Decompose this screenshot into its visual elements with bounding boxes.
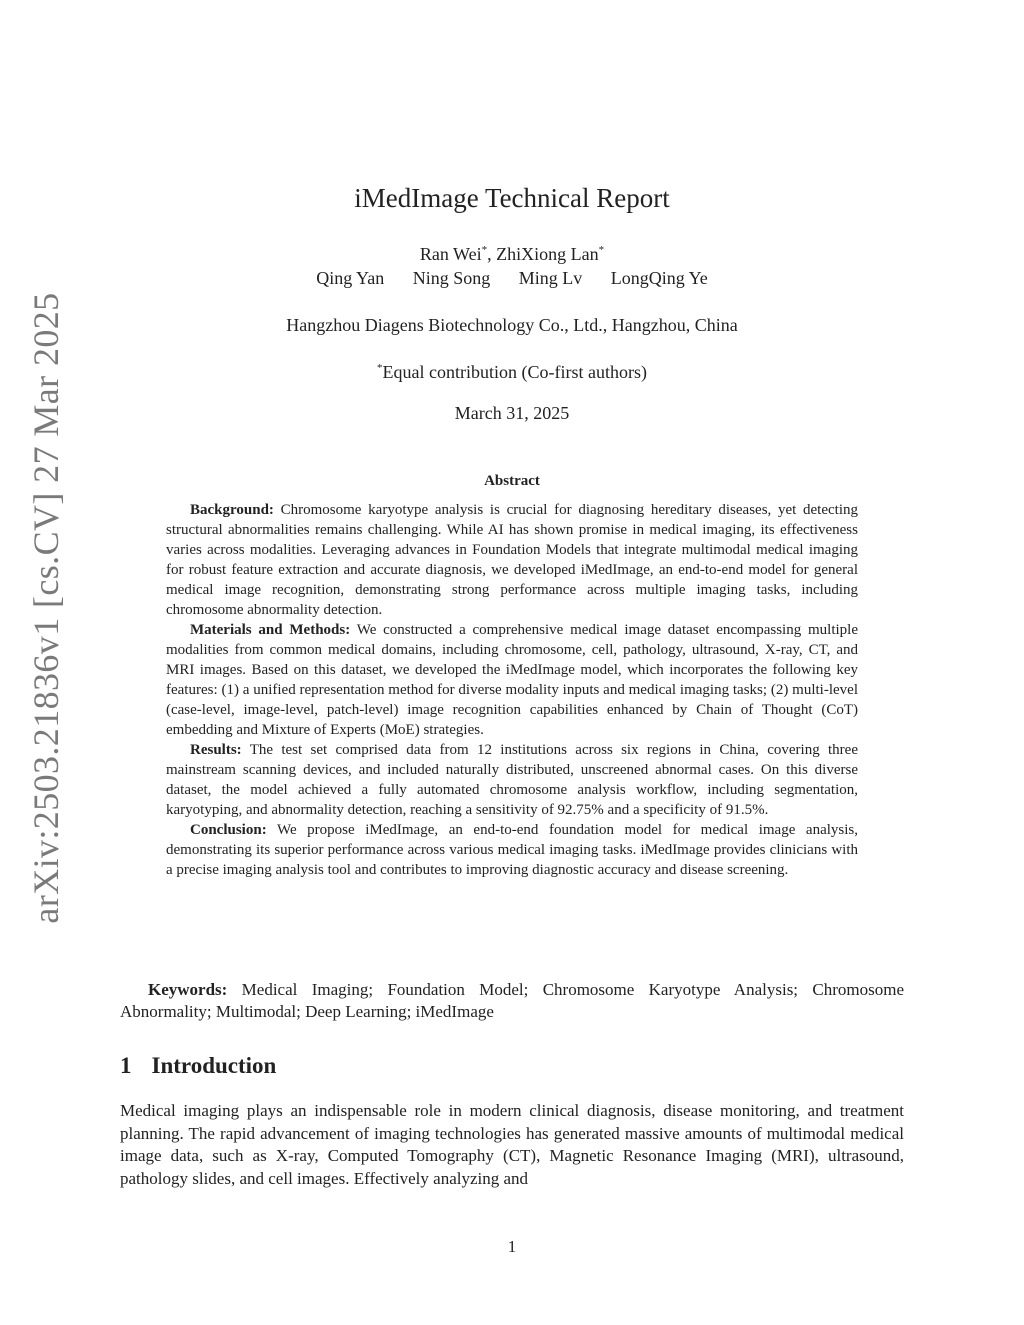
author-name: LongQing Ye bbox=[610, 268, 708, 288]
arxiv-identifier: arXiv:2503.21836v1 [cs.CV] 27 Mar 2025 bbox=[26, 292, 66, 924]
equal-contribution-marker: * bbox=[377, 362, 383, 374]
keywords-label: Keywords: bbox=[148, 980, 228, 999]
paper-title: iMedImage Technical Report bbox=[354, 183, 670, 213]
abstract-body bbox=[166, 500, 858, 880]
abstract-label: Background: bbox=[190, 502, 274, 518]
abstract-text: We propose iMedImage, an end-to-end foundation model for medical image analysis, demonstrating its superior performance across various medical imaging tasks. iMedImage provides clinicians with a precise imaging analysis tool and contributes to improving diagnostic accuracy and disease screening. bbox=[166, 822, 858, 878]
abstract-heading: Abstract bbox=[484, 473, 540, 489]
author-separator: , bbox=[487, 244, 497, 264]
affiliation: Hangzhou Diagens Biotechnology Co., Ltd., Hangzhou, China bbox=[286, 315, 738, 335]
abstract-label: Results: bbox=[190, 742, 242, 758]
abstract-text: Chromosome karyotype analysis is crucial for diagnosing hereditary diseases, yet detecting structural abnormalities remains challenging. While AI has shown promise in medical imaging, its effectiveness varies across modalities. Leveraging advances in Foundation Models that integrate multimodal medical imaging for robust feature extraction and accurate diagnosis, we developed iMedImage, an end-to-end model for general medical image recognition, demonstrating strong performance across multiple imaging tasks, including chromosome abnormality detection. bbox=[166, 502, 858, 618]
author-zhixiong-lan: ZhiXiong Lan bbox=[496, 244, 599, 264]
equal-contribution-note bbox=[0, 362, 1024, 383]
abstract-paragraph bbox=[166, 820, 858, 880]
equal-contribution-marker: * bbox=[481, 244, 488, 256]
author-name: Ming Lv bbox=[518, 268, 583, 288]
section-heading bbox=[120, 1053, 276, 1079]
abstract-paragraph bbox=[166, 620, 858, 740]
keywords-text: Medical Imaging; Foundation Model; Chromosome Karyotype Analysis; Chromosome Abnormality; Multimodal; Deep Learning; iMedImage bbox=[120, 980, 904, 1021]
author-name: Qing Yan bbox=[316, 268, 385, 288]
page-number: 1 bbox=[507, 1237, 517, 1256]
abstract-label: Conclusion: bbox=[190, 822, 267, 838]
abstract-label: Materials and Methods: bbox=[190, 622, 351, 638]
abstract-text: The test set comprised data from 12 institutions across six regions in China, covering three mainstream scanning devices, and included naturally distributed, unscreened abnormal cases. On this diverse dataset, the model achieved a fully automated chromosome analysis workflow, including segmentation, karyotyping, and abnormality detection, reaching a sensitivity of 92.75% and a specificity of 91.5%. bbox=[166, 742, 858, 818]
section-body: Medical imaging plays an indispensable role in modern clinical diagnosis, disease monitoring, and treatment planning. The rapid advancement of imaging technologies has generated massive amounts of multimodal medical image data, such as X-ray, Computed Tomography (CT), Magnetic Resonance Imaging (MRI), ultrasound, pathology slides, and cell images. Effectively analyzing and bbox=[120, 1101, 904, 1188]
section-number: 1 bbox=[120, 1053, 132, 1078]
abstract-text: We constructed a comprehensive medical image dataset encompassing multiple modalities from common medical domains, including chromosome, cell, pathology, ultrasound, X-ray, CT, and MRI images. Based on this dataset, we developed the iMedImage model, which incorporates the following key features: (1) a unified representation method for diverse modality inputs and medical imaging tasks; (2) multi-level (case-level, image-level, patch-level) image recognition capabilities enhanced by Chain of Thought (CoT) embedding and Mixture of Experts (MoE) strategies. bbox=[166, 622, 858, 738]
publication-date: March 31, 2025 bbox=[454, 403, 570, 423]
co-first-authors bbox=[0, 244, 1024, 265]
author-ran-wei: Ran Wei bbox=[419, 244, 482, 264]
section-title: Introduction bbox=[151, 1053, 277, 1078]
other-authors bbox=[0, 268, 1024, 289]
author-name: Ning Song bbox=[412, 268, 491, 288]
abstract-paragraph bbox=[166, 500, 858, 620]
equal-contribution-text: Equal contribution (Co-first authors) bbox=[382, 362, 647, 382]
equal-contribution-marker: * bbox=[598, 244, 605, 256]
keywords bbox=[120, 979, 904, 1023]
abstract-paragraph bbox=[166, 740, 858, 820]
